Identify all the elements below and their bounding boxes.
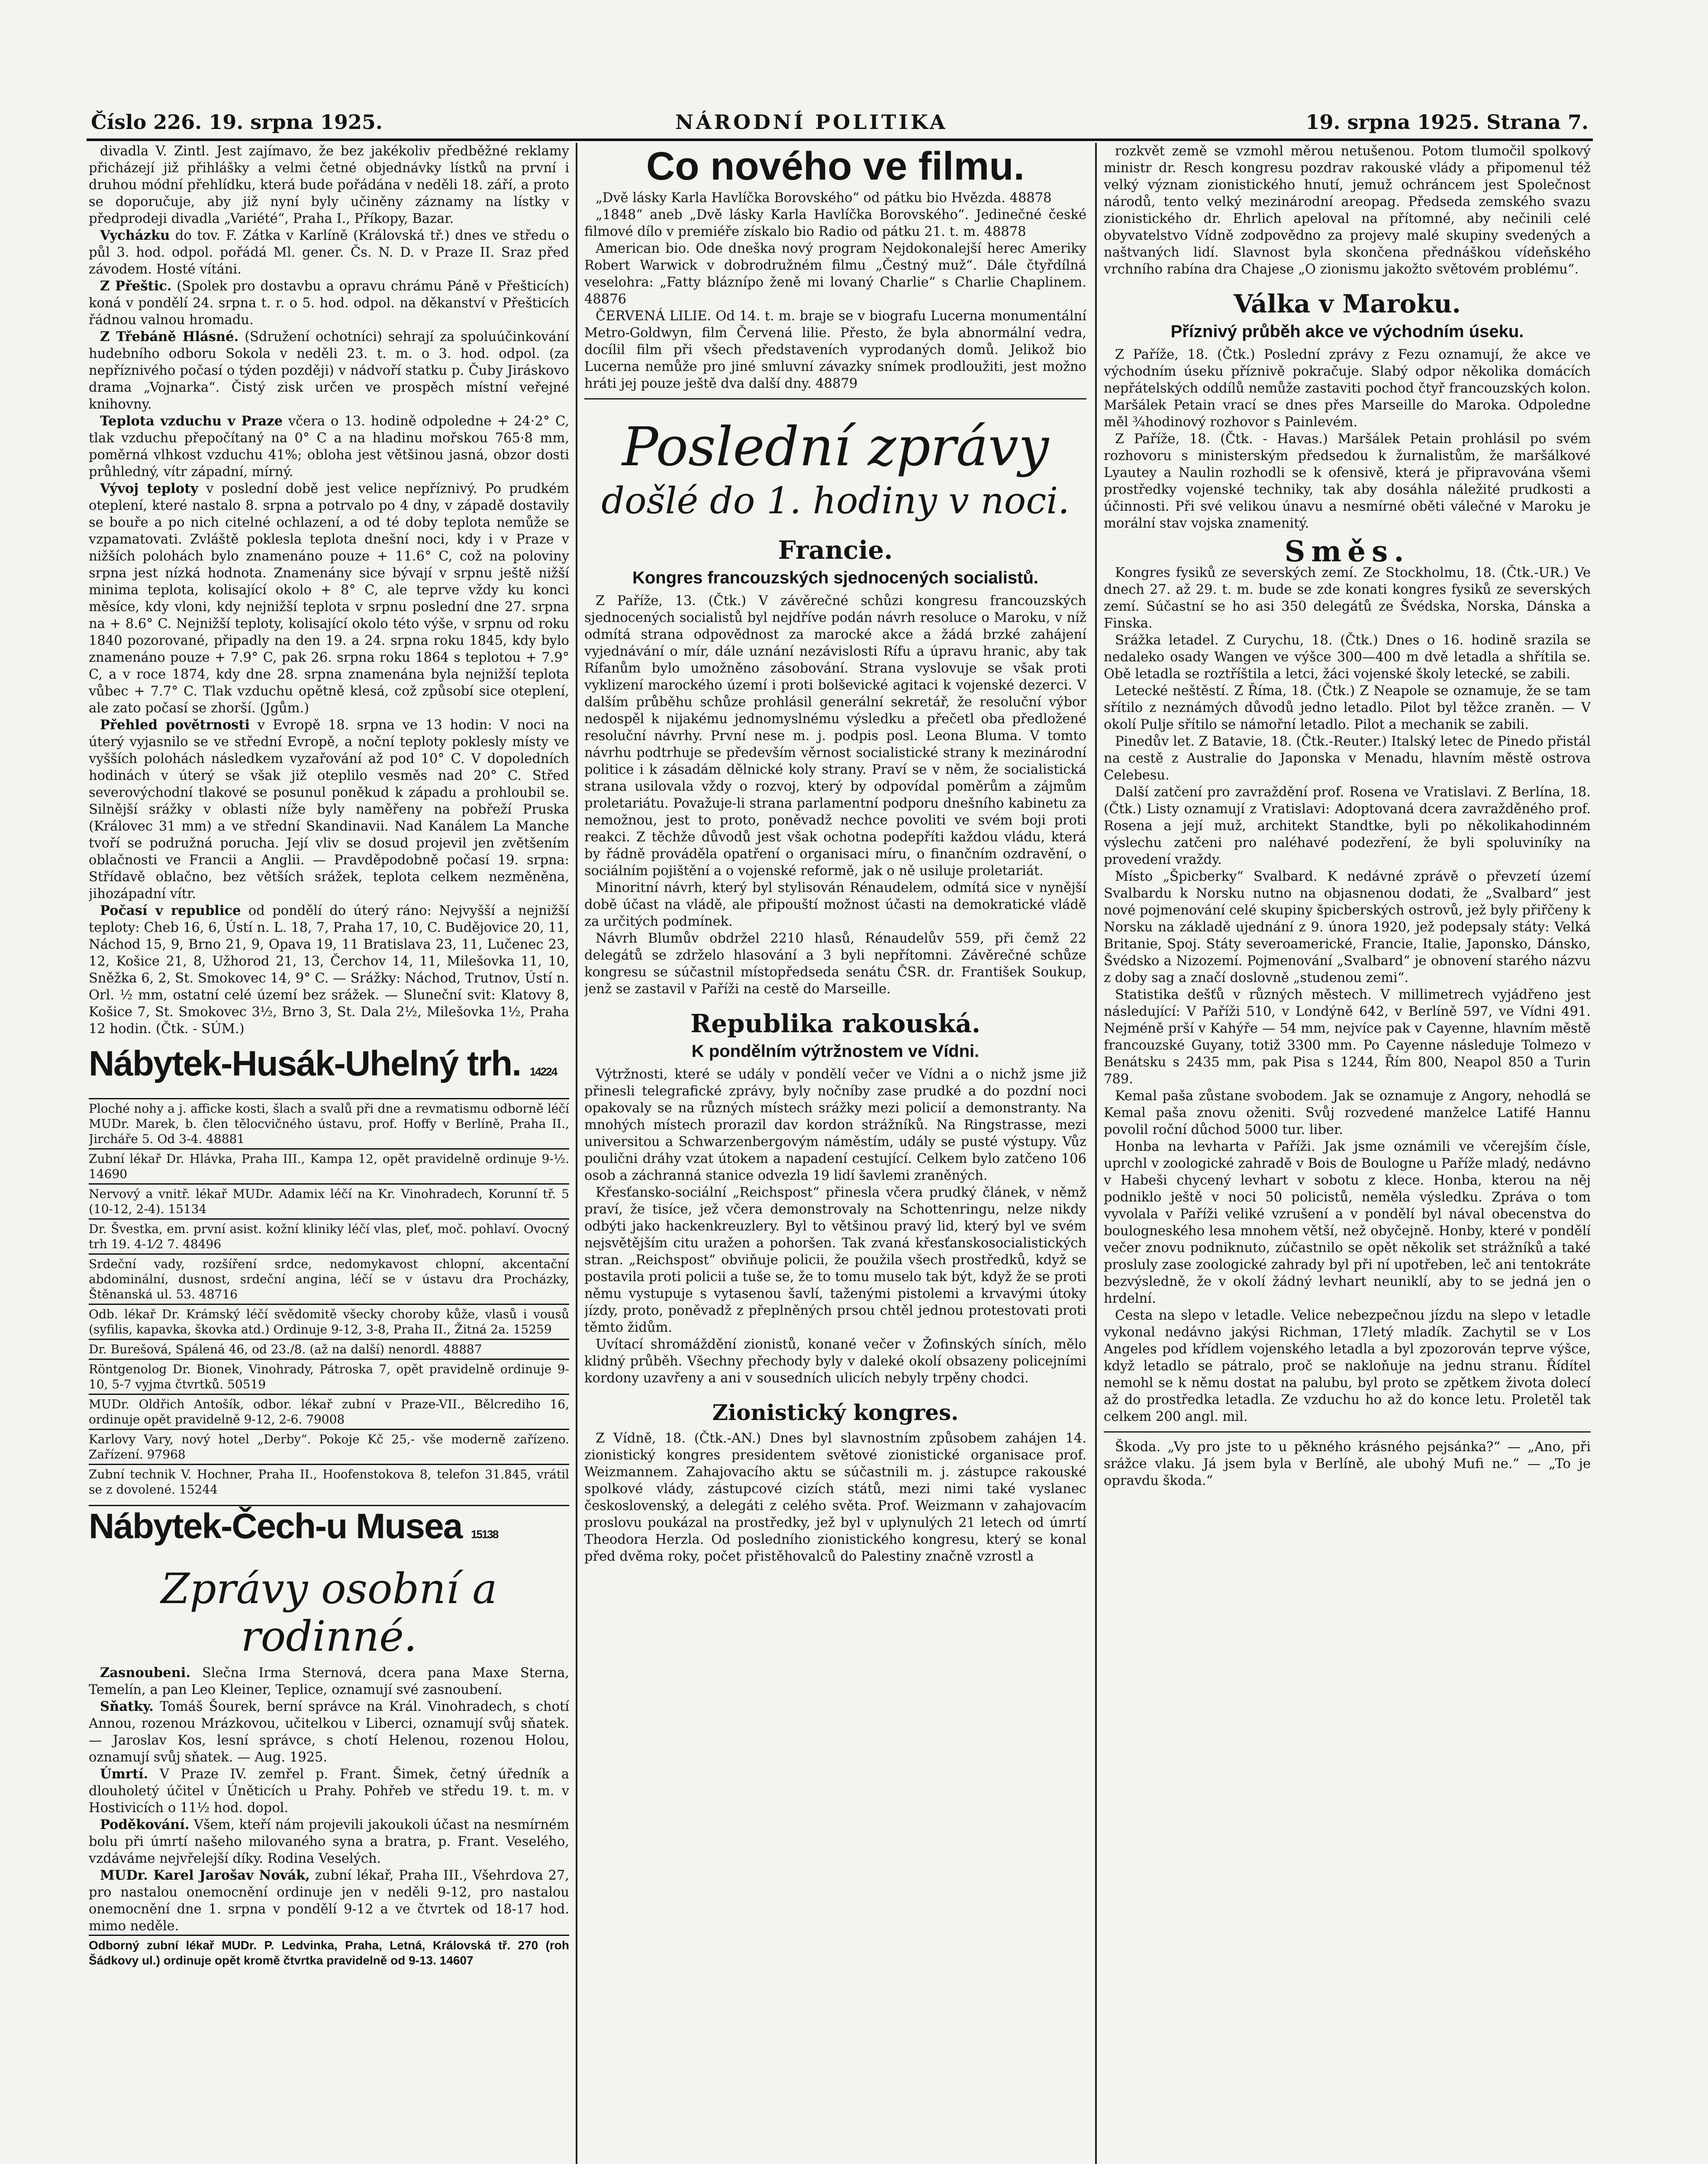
article-text: Křesťansko-sociální „Reichspost“ přinesla včera prudký článek, v němž praví, že tisíce, jež včera demonstrovaly na Schottenringu, nelze nikdy odbýti jako hackenkreuzlery. Byl to většinou pravý lid, který byl ve svém nejsvětějším citu uražen a pohoršen. Tak zvaná křesťanskosocialistických stran. „Reichspost“ obviňuje policii, že použila všech prostředků, když se postavila proti policii a tuše se, že to tomu muselo tak být, když že se proti němu vystupuje s vytasenou šavlí, taženými pistolemi a krvavými útoky jízdy, proto, poněvadž z přeplněných prsou chtěl jednou protestovati proti těmto židům. (584, 1185, 1086, 1335)
column-rule (576, 143, 577, 2164)
subheading: Kongres francouzských sjednocených socialistů. (632, 568, 1039, 587)
article-text: Vývoj teploty v poslední době jest velice nepříznivý. Po prudkém oteplení, které nastalo 8. srpna a potrvalo po 4 dny, v západě dostavily se bouře a po nich citelné ochlazení, a od té doby teplota nemůže se vzpamatovati. Zvláště poklesla teplota dnešní noci, kdy i v Praze v nižších polohách bylo znamenáno pouze + 11.6° C, což na poloviny srpna jest nízká hodnota. Znamenány sice bývají v srpnu ještě nižší minima teplota, kolisající okolo + 8° C, ale teprve vždy ku konci měsíce, kdy vloni, kdy nejnižší teplota v srpnu poslední dne 27. srpna na + 8.6° C. Nejnižší teploty, kolisající okolo této výše, v srpnu od roku 1840 pozorované, připadly na den 19. a 24. srpna roku 1845, kdy bylo znamenáno pouze + 7.9° C, pak 26. srpna roku 1864 s teplotou + 7.9° C, a v roce 1874, kdy dne 28. srpna znamenána byla nejnižší teplota vůbec + 7.7° C. Tlak vzduchu opětně klesá, což způsobí sice oteplení, ale zato počasí se zhorší. (Jgům.) (89, 481, 569, 716)
heading-austria: Republika rakouská. (690, 1009, 981, 1038)
article-text: Sňatky. Tomáš Šourek, berní správce na Král. Vinohradech, s chotí Annou, rozenou Mrázkovou, učitelkou v Liberci, oznamují svůj sňatek. — Jaroslav Kos, lesní správce, s chotí Helenou, rozenou Holou, oznamují svůj sňatek. — Aug. 1925. (89, 1699, 569, 1765)
classified-ad: Srdeční vady, rozšíření srdce, nedomykavost chlopní, akcentační abdominální, dusnost, srdeční angina, léčí se v ústavu dra Procházky, Štěnanská ul. 53. 48716 (89, 1253, 569, 1304)
divider (1104, 1431, 1591, 1433)
article-text: Srážka letadel. Z Curychu, 18. (Čtk.) Dnes o 16. hodině srazila se nedaleko osady Wangen ve výšce 300—400 m dvě letadla a shřítila se. Obě letadla se roztříštila a letci, žáci vojenské školy letecké, se zabili. (1104, 633, 1591, 682)
furniture-ad: Nábytek-Husák-Uhelný trh. 14224 (89, 1044, 557, 1083)
classified-ads (89, 1098, 569, 1499)
article-text: Škoda. „Vy pro jste to u pěkného krásného pejsánka?“ — „Ano, při srážce vlaku. Já jsem byla v Berlíně, ale ubohý Mufi ne.“ — „To je opravdu škoda.“ (1104, 1439, 1591, 1488)
classified-ad: Karlovy Vary, nový hotel „Derby“. Pokoje Kč 25,- vše moderně zařízeno. Zařízení. 97968 (89, 1429, 569, 1464)
article-text: Z Přeštic. (Spolek pro dostavbu a opravu chrámu Páně v Přešticích) koná v pondělí 24. srpna t. r. o 5. hod. odpol. na děkanství v Přešticích řádnou valnou hromadu. (89, 278, 569, 328)
article-text: Další zatčení pro zavraždění prof. Rosena ve Vratislavi. Z Berlína, 18. (Čtk.) Listy oznamují z Vratislavi: Adoptovaná dcera zavražděného prof. Rosena a její muž, architekt Standtke, byli po několikahodinném výslechu zatčeni pro naléhavé podezření, že byli spoluviníky na provedení vraždy. (1104, 785, 1591, 867)
heading-morocco: Válka v Maroku. (1234, 289, 1461, 319)
article-text: Počasí v republice od pondělí do úterý ráno: Nejvyšší a nejnižší teploty: Cheb 16, 6, Ústí n. L. 18, 7, Praha 17, 10, C. Budějovice 20, 11, Náchod 15, 9, Brno 21, 9, Opava 19, 11 Bratislava 23, 11, Lučenec 23, 12, Košice 21, 8, Užhorod 21, 13, Čerchov 14, 11, Milešovka 11, 10, Sněžka 6, 2, St. Smokovec 14, 9° C. — Srážky: Náchod, Trutnov, Ústí n. Orl. ½ mm, ostatní celé území bez srážek. — Sluneční svit: Klatovy 8, Košice 7, St. Smokovec 3½, Brno 3, St. Dala 2½, Milešovka 1½, Praha 12 hodin. (Čtk. - SÚM.) (89, 903, 569, 1037)
article-text: rozkvět země se vzmohl měrou netušenou. Potom tlumočil spolkový ministr dr. Resch kongresu pozdrav rakouské vlády a připomenul též velký význam zionistického hnutí, jemuž ochráncem jest Společnost národů, tento velký mezinárodní areopag. Předseda zemského svazu zionistického dr. Ehrlich apeloval na přítomné, aby nečinili celé obyvatelstvo Vídně zodpovědno za projevy malé skupiny svedených a naštvaných lidí. Slavnost byla skončena přednáškou vídeňského vrchního rabína dra Chajese „O zionismu jakožto světovém problému“. (1104, 144, 1591, 277)
article-text: Místo „Špicberky“ Svalbard. K nedávné zprávě o převzetí území Svalbardu k Norsku nutno na objasnenou dodati, že „Svalbard“ jest nové pojmenování celé skupiny špicberských ostrovů, jež byly přiřčeny k Norsku na základě ujednání z 9. února 1920, jež podepsaly státy: Velká Britanie, Spoj. Státy severoamerické, Francie, Italie, Japonsko, Dánsko, Švédsko a Nizozemí. Pojmenování „Svalbard“ je obnovení starého názvu z doby sag a značí doslovně „studenou zemi“. (1104, 869, 1591, 985)
article-text: Z Paříže, 18. (Čtk.) Poslední zprávy z Fezu oznamují, že akce ve východním úseku příznivě pokračuje. Slabý odpor několika domácích nepřátelských oddílů nemůže zastaviti pochod čtyř francouzských kolon. Maršálek Petain vrací se dnes přes Marseille do Maroka. Odpoledne měl ¾hodinový rozhovor s Painlevém. (1104, 347, 1591, 430)
issue-info: Číslo 226. 19. srpna 1925. (91, 110, 383, 134)
article-text: Z Třebáně Hlásné. (Sdružení ochotníci) sehrají za spoluúčinkování hudebního odboru Sokola v neděli 23. t. m. o 3. hod. odpol. (za nepříznivého počasí o týden později) v nádvoří statku p. Čuby Jiráskovo drama „Vojnarka“. Čistý zisk určen ve prospěch místní veřejné knihovny. (89, 329, 569, 412)
classified-ad: MUDr. Oldřich Antošík, odbor. lékař zubní v Praze-VII., Bělcrediho 16, ordinuje opět pravidelně 9-12, 2-6. 79008 (89, 1394, 569, 1429)
classified-ad: Nervový a vnitř. lékař MUDr. Adamix léčí na Kr. Vinohradech, Korunní tř. 5 (10-12, 2-4). 15134 (89, 1183, 569, 1218)
column-2 (584, 143, 1086, 2164)
page-info: 19. srpna 1925. Strana 7. (1305, 110, 1589, 134)
article-text: Výtržnosti, které se udály v pondělí večer ve Vídni a o nichž jsme již přinesli telegrafické zprávy, byly nočníby zase prudké a do pozdní noci opakovaly se na různých místech srážky mezi policií a demonstranty. Na mnohých místech prorazil dav kordon strážníků. Na Ringstrasse, mezi universitou a Schwarzenbergovým náměstím, udály se pusté výstupy. Vůz poulični dráhy vzat útokem a napadení cestující. Celkem bylo zatčeno 106 osob a záchranná stanice odvezla 19 lidí šavlemi zraněných. (584, 1067, 1086, 1183)
classified-ad: Zubní lékař Dr. Hlávka, Praha III., Kampa 12, opět pravidelně ordinuje 9-½. 14690 (89, 1148, 569, 1183)
classified-ad: Zubní technik V. Hochner, Praha II., Hoofenstokova 8, telefon 31.845, vrátil se z dovolené. 15244 (89, 1464, 569, 1499)
furniture-ad-2: Nábytek-Čech-u Musea 15138 (89, 1505, 569, 1555)
article-text: Teplota vzduchu v Praze včera o 13. hodině odpoledne + 24·2° C, tlak vzduchu přepočítaný na 0° C a na hladinu mořskou 765·8 mm, poměrná vlhkost vzduchu 41%; obloha jest většinou jasná, obzor dosti průhledný, vítr západní, mírný. (89, 413, 569, 480)
masthead-rule (87, 138, 1593, 141)
classified-ad: Ploché nohy a j. afficke kosti, šlach a svalů při dne a revmatismu odborně léčí MUDr. Marek, b. člen tělocvičného ústavu, prof. Hoffy v Berlíně, Praha II., Jircháře 5. Od 3-4. 48881 (89, 1098, 569, 1148)
classified-ad: Odb. lékař Dr. Krámský léčí svědomitě všecky choroby kůže, vlasů i vousů (syfilis, kapavka, škovka atd.) Ordinuje 9-12, 3-8, Praha II., Žitná 2a. 15259 (89, 1304, 569, 1339)
newspaper-title: NÁRODNÍ POLITIKA (675, 110, 948, 134)
article-text: Uvítací shromáždění zionistů, konané večer v Žofinských síních, mělo klidný průběh. Všechny přechody byly v daleké okolí obsazeny policejními kordony uzavřeny a ani v sousedních ulicích nebyly trpěny chodci. (584, 1337, 1086, 1386)
heading-france: Francie. (778, 535, 893, 565)
article-text: Úmrtí. V Praze IV. zemřel p. Frant. Šimek, četný úředník a dlouholetý účitel v Úněticích u Prahy. Pohřeb ve středu 19. t. m. v Hostivicích o 11½ hod. dopol. (89, 1766, 569, 1816)
article-text: Z Paříže, 18. (Čtk. - Havas.) Maršálek Petain prohlásil po svém rozhovoru s ministerským předsedou k žurnalistům, že maršálkové Lyautey a Naulin rozhodli se k ofensivě, která je připravována všemi prostředky vojenské techniky, tak aby dosáhla náležité prudkosti a účinnosti. Při své velikou únavu a nesmírné oběti válečné v Maroku je morální stav vojska znamenitý. (1104, 432, 1591, 531)
article-text: Z Vídně, 18. (Čtk.-AN.) Dnes byl slavnostním způsobem zahájen 14. zionistický kongres presidentem světové zionistické organisace prof. Weizmannem. Zahajovacího aktu se súčastnili m. j. zástupce rakouské spolkové vlády, zástupcové cizích států, mezi nimi také vyslanec československý, a delegáti z celého světa. Prof. Weizmann v zahajovacím proslovu poukázal na prostředky, jež byl v uplynulých 21 letech od úmrtí Theodora Herzla. Od posledního zionistického kongresu, který se konal před dvěma roky, počet přistěhovalců do Palestiny značně vzrostl a (584, 1431, 1086, 1564)
latest-news-subtitle: došlé do 1. hodiny v noci. (601, 480, 1070, 522)
heading-zionist: Zionistický kongres. (712, 1400, 959, 1425)
article-text: Pinedův let. Z Batavie, 18. (Čtk.-Reuter.) Italský letec de Pinedo přistál na cestě z Australie do Japonska v Menadu, hlavním městě ostrova Celebesu. (1104, 734, 1591, 783)
subheading: Příznivý průběh akce ve východním úseku. (1170, 322, 1524, 341)
article-text: „1848“ aneb „Dvě lásky Karla Havlíčka Borovského“. Jedinečné české filmové dílo v premiéře získalo bio Radio od pátku 21. t. m. 48878 (584, 207, 1086, 239)
article-text: Přehled povětrnosti v Evropě 18. srpna ve 13 hodin: V noci na úterý vyjasnilo se ve střední Evropě, a noční teploty poklesly místy ve vyšších polohách následkem vyzařování až pod 10° C. V dopoledních hodinách v úterý se však již oteplilo vesměs nad 20° C. Střed severovýchodní tlakové se posunul poněkud k západu a prohloubil se. Silnější srážky v oblasti níže byly naměřeny na pobřeží Pruska (Královec 31 mm) a ve střední Skandinavii. Nad Kanálem La Manche tvoří se podružná porucha. Její vliv se dosud projevil jen zvětšením oblačnosti ve Francii a Anglii. — Pravděpodobně počasí 19. srpna: Střídavě oblačno, bez větších srážek, teplota celkem nezměněna, jihozápadní vítr. (89, 717, 569, 902)
article-text: Kongres fysiků ze severských zemí. Ze Stockholmu, 18. (Čtk.-UR.) Ve dnech 27. až 29. t. m. bude se zde konati kongres fysiků ze severských zemí. Súčastní se ho asi 350 delegátů ze Švédska, Norska, Dánska a Finska. (1104, 565, 1591, 631)
classified-ad: Dr. Švestka, em. první asist. kožní kliniky léčí vlas, pleť, moč. pohlaví. Ovocný trh 19. 4-1⁄2 7. 48496 (89, 1218, 569, 1253)
column-rule (1095, 143, 1097, 2164)
article-text: Letecké neštěstí. Z Říma, 18. (Čtk.) Z Neapole se oznamuje, že se tam sřítilo z neznámých důvodů jedno letadlo. Pilot byl těžce zraněn. — V okolí Pulje sřítilo se námořní letadlo. Pilot a mechanik se zabili. (1104, 683, 1591, 732)
column-3 (1104, 143, 1591, 2164)
column-1 (89, 143, 569, 2164)
article-text: MUDr. Karel Jarošav Novák, zubní lékař, Praha III., Všehrdova 27, pro nastalou onemocnění ordinuje jen v neděli 9-12, pro nastalou onemocnění dne 1. srpna v pondělí 9-12 a ve čtvrtek od 18-17 hod. mimo neděle. (89, 1868, 569, 1934)
classified-ad: Dr. Burešová, Spálená 46, od 23./8. (až na další) nenordl. 48887 (89, 1339, 569, 1359)
article-text: Vycházku do tov. F. Zátka v Karlíně (Královská tř.) dnes ve středu o půl 3. hod. odpol. pořádá Ml. gener. Čs. N. D. v Praze II. Sraz před závodem. Hosté vítáni. (89, 228, 569, 277)
classified-ad: Röntgenolog Dr. Bionek, Vinohrady, Pátroska 7, opět pravidelně ordinuje 9-10, 5-7 vyjma čtvrtků. 50519 (89, 1359, 569, 1394)
article-text: American bio. Ode dneška nový program Nejdokonalejší herec Ameriky Robert Warwick v dobrodružném filmu „Čestný muž“. Dále čtyřdílná veselohra: „Fatty bláznípo ženě mi lovaný Charlie“ s Charlie Chaplinem. 48876 (584, 241, 1086, 307)
article-text: Minoritní návrh, který byl stylisován Rénaudelem, odmítá sice v nynější době účast na vládě, ale připouští možnost účasti na demokratické vládě za určitých podmínek. (584, 880, 1086, 929)
article-text: divadla V. Zintl. Jest zajímavo, že bez jakékoliv předběžné reklamy přicházejí již přihlášky a velmi četné objednávky lístků na první i druhou módní přehlídku, která bude pořádána v neděli 18. září, a proto se doporučuje, aby již nyní byly učiněny záznamy na lístky v předprodeji divadla „Variété“, Praha I., Příkopy, Bazar. (89, 144, 569, 226)
film-section-title: Co nového ve filmu. (646, 144, 1025, 188)
section-title: Zprávy osobní a rodinné. (161, 1565, 497, 1661)
article-text: „Dvě lásky Karla Havlíčka Borovského“ od pátku bio Hvězda. 48878 (596, 190, 1052, 206)
heading-miscellany: Směs. (1284, 535, 1410, 568)
article-text: Zasnoubeni. Slečna Irma Sternová, dcera pana Maxe Sterna, Temelín, a pan Leo Kleiner, Teplice, oznamují své zasnoubení. (89, 1665, 569, 1697)
article-text: Cesta na slepo v letadle. Velice nebezpečnou jízdu na slepo v letadle vykonal nedávno jakýsi Richman, 17letý mladík. Zachytil se v Los Angeles pod křídlem vojenského letadla a byl zpozorován teprve výšce, když letadlo se pátralo, proč se nakloňuje na jednu stranu. Řídítel nemohl se k němu dostat na palubu, byl proto se zpětkem života dolecí až do prostředka letadla. Ze vzduchu ho až do konce letu. Proletěl tak celkem 200 angl. mil. (1104, 1308, 1591, 1424)
article-text: Kemal paša zůstane svobodem. Jak se oznamuje z Angory, nehodlá se Kemal paša znovu oženiti. Svůj rozvedené manželce Latifé Hannu povolil roční důchod 5000 tur. liber. (1104, 1088, 1591, 1137)
latest-news-title: Poslední zprávy (622, 416, 1049, 478)
subheading: K pondělním výtržnostem ve Vídni. (691, 1042, 980, 1061)
article-text: Honba na levharta v Paříži. Jak jsme oznámili ve včerejším čísle, uprchl v zoologické zahradě v Bois de Boulogne u Paříže mladý, nedávno v Habeši chycený levhart v sobotu z klece. Honba, kterou na něj podniklo ještě v noci 50 policistů, neměla výsledku. Zpráva o tom vyvolala v Paříži veliké vzrušení a v pondělí byl nával obecenstva do boulogneského lesa mnohem větší, než obyčejně. Honby, které v pondělí večer znovu podniknuto, zúčastnilo se opět několik set strážníků a také prosluly zase zoologické zahrady byl při ní upotřeben, leč ani tentokráte bezvýsledně, že v okolí žádný levhart neuniklí, aby to se jedná jen o hrdelní. (1104, 1139, 1591, 1306)
article-text: Poděkování. Všem, kteří nám projevili jakoukoli účast na nesmírném bolu při úmrtí našeho milovaného syna a bratra, p. Frant. Veselého, vzdáváme nejvřelejší díky. Rodina Veselých. (89, 1817, 569, 1866)
article-text: Návrh Blumův obdržel 2210 hlasů, Rénaudelův 559, při čemž 22 delegátů se zdrželo hlasování a 3 byli nepřítomni. Závěrečné schůze kongresu se súčastnil místopředseda senátu ČSR. dr. František Soukup, jenž se zastavil v Paříži na cestě do Marseille. (584, 931, 1086, 997)
article-text: ČERVENÁ LILIE. Od 14. t. m. braje se v biografu Lucerna monumentální Metro-Goldwyn, film Červená lilie. Přesto, že byla abnormální vedra, docílil film při všech představeních vyprodaných domů. Jelikož bio Lucerna nemůže pro jiné smluvní závazky snímek prodloužiti, jest možno hráti jej pouze ještě dva další dny. 48879 (584, 309, 1086, 391)
article-text: Odborný zubní lékař MUDr. P. Ledvinka, Praha, Letná, Královská tř. 270 (roh Šádkovy ul.) ordinuje opět kromě čtvrtka pravidelně od 9-13. 14607 (89, 1935, 569, 1970)
divider (584, 398, 1086, 399)
article-text: Statistika dešťů v různých městech. V millimetrech vyjádřeno jest následující: V Paříži 510, v Londýně 642, v Berlíně 597, ve Vídni 491. Nejméně prší v Kahýře — 54 mm, nejvíce pak v Cayenne, hlavním městě francouzské Guyany, totiž 3300 mm. Po Cayenne následuje Tolmezo v Benátsku s 2435 mm, pak Pisa s 1244, Řím 800, Neapol 850 a Turin 789. (1104, 987, 1591, 1087)
article-text: Z Paříže, 13. (Čtk.) V závěrečné schůzi kongresu francouzských sjednocených socialistů byl nejdříve podán návrh resoluce o Maroku, v níž odmítá strana odpovědnost za marocké akce a žádá brzké zahájení vyjednávání o mír, dále uznání nezávislosti Rífu a úpravu hranic, aby tak Rífanům bylo umožněno zásobování. Strana vyslovuje se však proti vyklizení marockého území i proti bolševické agitaci k vojenské dezerci. V dalším průběhu schůze prohlásil generální sekretář, že resoluční výbor nedospěl k nijakému jednomyslnému výsledku a přečetl oba předložené resoluční návrhy. První nese m. j. podpis posl. Leona Bluma. V tomto návrhu podtrhuje se především věrnost socialistické strany k mezinárodní politice i k zásadám dělnické koly strany. Praví se v něm, že socialistická strana usilovala vždy o rozvoj, který by odpovídal poměrům a zájmům proletariátu. Považuje-li strana parlamentní podporu dnešního kabinetu za nemožnou, jest to proto, poněvadž nechce povoliti ve svém boji proti reakci. Z těchže důvodů jest však ochotna podepříti každou vládu, která by řádně prováděla opatření o organisaci míru, o finančním ozdravění, o sociálním pojištění a o vojenské reformě, jak o ně usiluje proletariát. (584, 593, 1086, 879)
